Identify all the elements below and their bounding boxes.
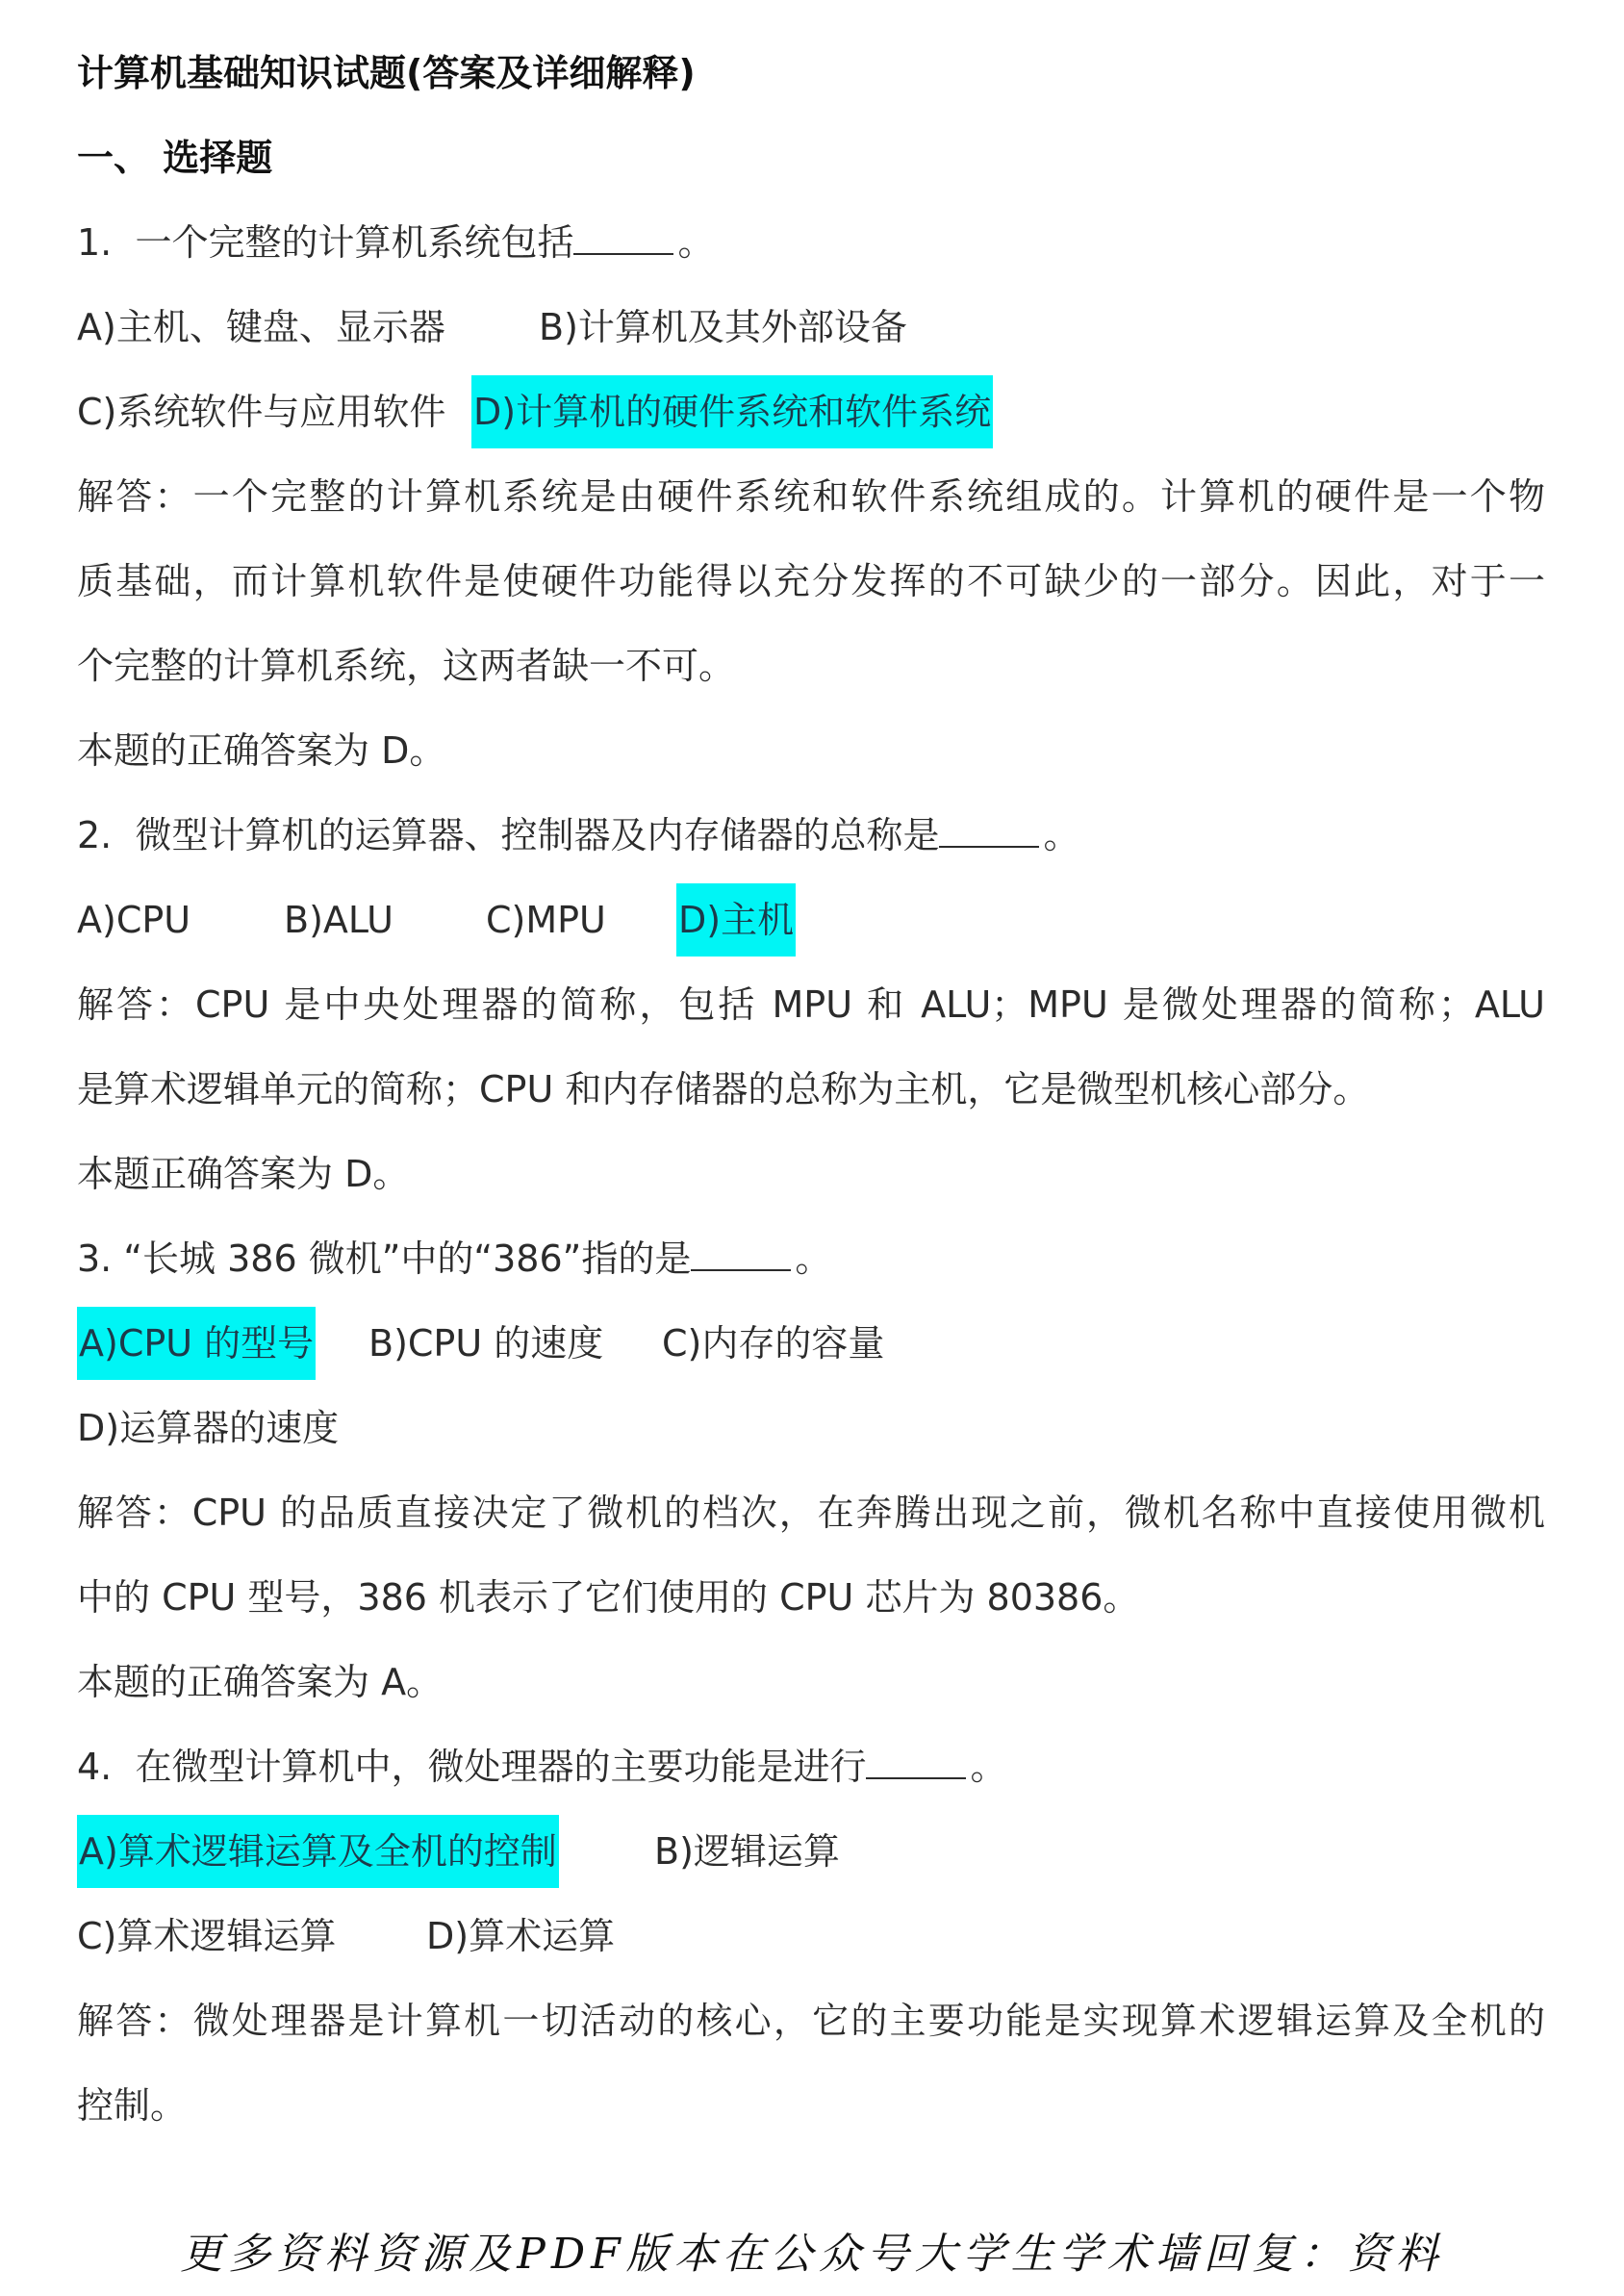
question-text: 在微型计算机中，微处理器的主要功能是进行 <box>135 1746 867 1788</box>
option-a: A)CPU <box>77 899 191 941</box>
explanation-line: 个完整的计算机系统，这两者缺一不可。 <box>77 645 736 687</box>
question-1-options-row-1 <box>77 291 1545 364</box>
question-4-stem: 4. 在微型计算机中，微处理器的主要功能是进行 。 <box>77 1746 1007 1788</box>
question-text: 一个完整的计算机系统包括 <box>135 221 574 264</box>
answer-statement: 本题的正确答案为 A。 <box>77 1661 444 1703</box>
explanation-line: 解答：一个完整的计算机系统是由硬件系统和软件系统组成的。计算机的硬件是一个物 <box>77 475 1545 518</box>
question-number: 2. <box>77 814 113 856</box>
option-a-highlighted: A)算术逻辑运算及全机的控制 <box>77 1815 559 1888</box>
explanation-line: 解答：微处理器是计算机一切活动的核心，它的主要功能是实现算术逻辑运算及全机的 <box>77 2000 1545 2042</box>
option-a: A)主机、键盘、显示器 <box>77 306 445 348</box>
question-4-options-row-1 <box>77 1815 1545 1888</box>
answer-blank <box>691 1240 791 1271</box>
question-text: “长城 386 微机”中的“386”指的是 <box>123 1237 692 1280</box>
option-d-highlighted: D)主机 <box>676 883 796 957</box>
option-d: D)运算器的速度 <box>77 1407 340 1449</box>
explanation-line: 质基础，而计算机软件是使硬件功能得以充分发挥的不可缺少的一部分。因此，对于一 <box>77 560 1545 602</box>
answer-blank <box>866 1748 966 1779</box>
answer-statement: 本题的正确答案为 D。 <box>77 729 446 772</box>
document-title: 计算机基础知识试题(答案及详细解释) <box>77 52 696 94</box>
question-number: 1. <box>77 221 113 264</box>
option-c: C)MPU <box>486 899 606 941</box>
answer-blank <box>573 224 673 255</box>
explanation-line: 控制。 <box>77 2084 188 2127</box>
question-3-options-row-1 <box>77 1307 1545 1380</box>
option-a-highlighted: A)CPU 的型号 <box>77 1307 316 1380</box>
question-number: 3. <box>77 1237 113 1280</box>
answer-statement: 本题正确答案为 D。 <box>77 1153 410 1195</box>
question-4-options-row-2 <box>77 1900 1545 1973</box>
explanation-line: 中的 CPU 型号，386 机表示了它们使用的 CPU 芯片为 80386。 <box>77 1576 1140 1619</box>
explanation-line: 解答：CPU 的品质直接决定了微机的档次，在奔腾出现之前，微机名称中直接使用微机 <box>77 1492 1545 1534</box>
option-c: C)内存的容量 <box>662 1322 885 1365</box>
option-b: B)ALU <box>284 899 393 941</box>
option-c: C)算术逻辑运算 <box>77 1915 337 1957</box>
option-d-highlighted: D)计算机的硬件系统和软件系统 <box>471 375 993 448</box>
question-1-options-row-2 <box>77 375 1545 448</box>
option-d: D)算术运算 <box>426 1915 616 1957</box>
question-1-stem: 1. 一个完整的计算机系统包括 。 <box>77 221 715 264</box>
option-b: B)逻辑运算 <box>654 1830 840 1873</box>
option-b: B)计算机及其外部设备 <box>539 306 907 348</box>
option-c: C)系统软件与应用软件 <box>77 391 446 433</box>
question-2-stem: 2. 微型计算机的运算器、控制器及内存储器的总称是 。 <box>77 814 1080 856</box>
answer-blank <box>939 817 1039 848</box>
section-heading: 一、 选择题 <box>77 137 273 179</box>
question-text: 微型计算机的运算器、控制器及内存储器的总称是 <box>135 814 940 856</box>
explanation-line: 是算术逻辑单元的简称；CPU 和内存储器的总称为主机，它是微型机核心部分。 <box>77 1068 1370 1110</box>
question-2-options <box>77 883 1545 957</box>
footer-promo-text: 更多资料资源及PDF版本在公众号大学生学术墙回复：资料 <box>180 2230 1444 2279</box>
question-number: 4. <box>77 1746 113 1788</box>
option-b: B)CPU 的速度 <box>368 1322 604 1365</box>
explanation-line: 解答：CPU 是中央处理器的简称，包括 MPU 和 ALU；MPU 是微处理器的简称；ALU <box>77 983 1545 1026</box>
question-3-stem: 3. “长城 386 微机”中的“386”指的是 。 <box>77 1237 832 1280</box>
